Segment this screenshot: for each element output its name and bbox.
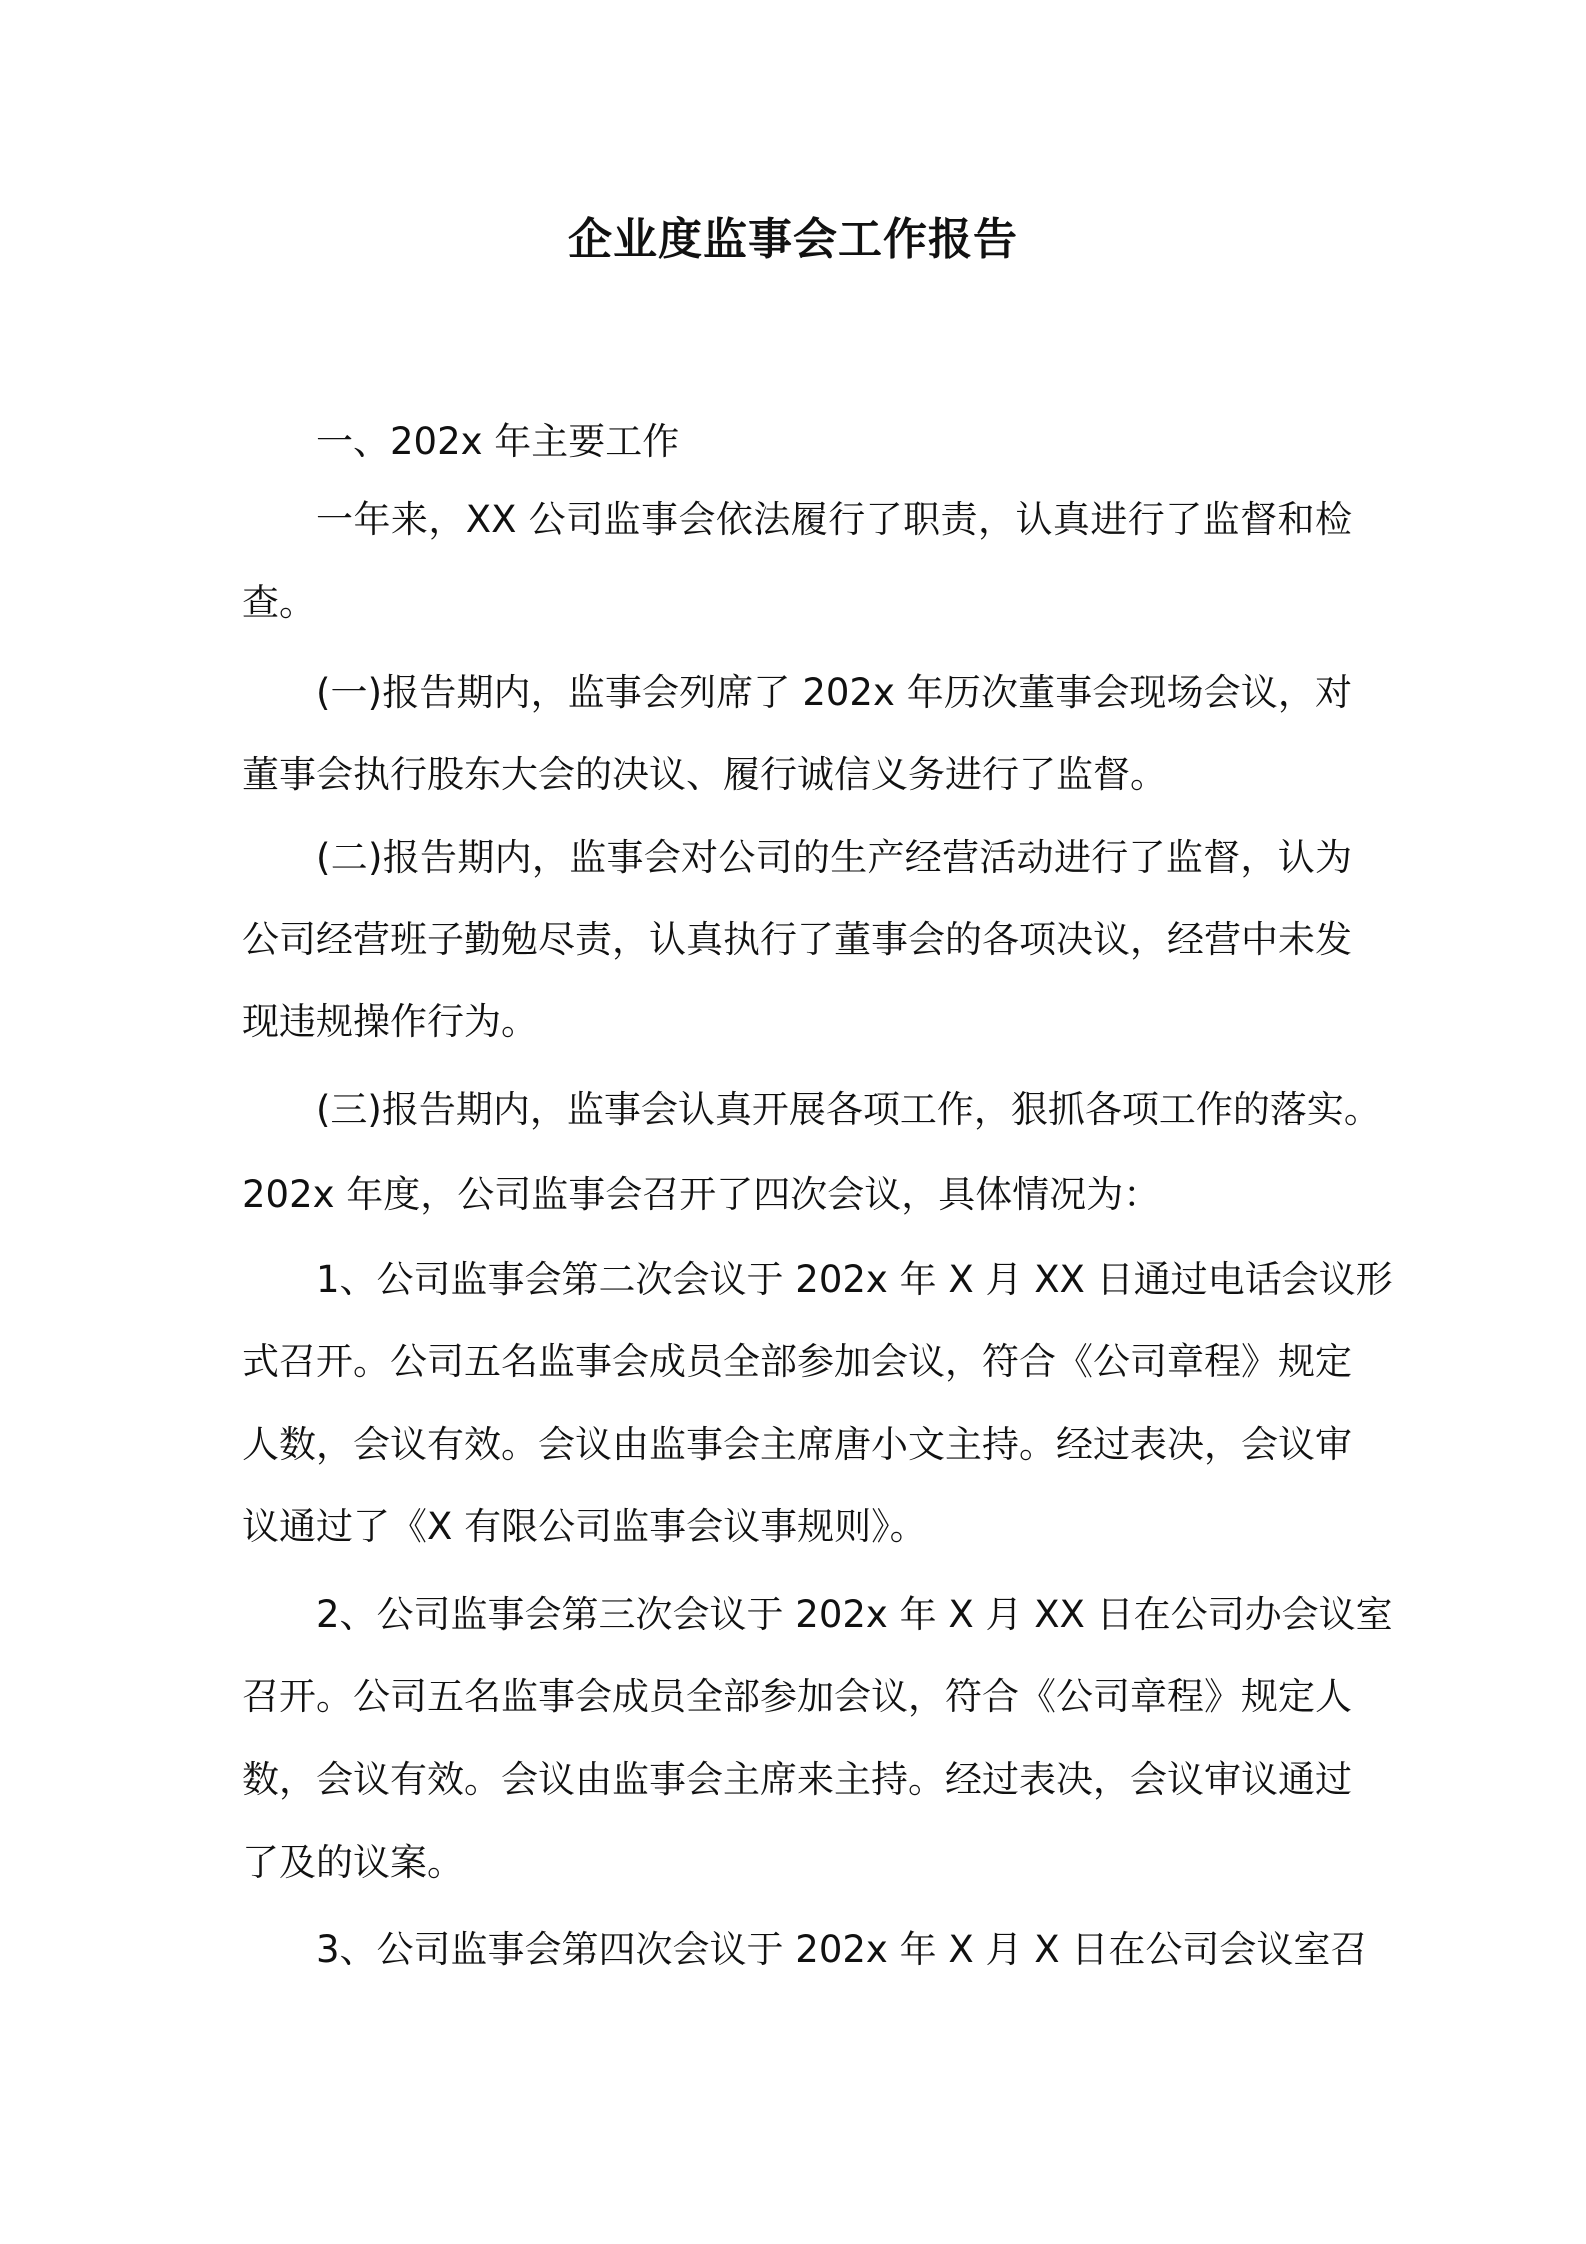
document-title: 企业度监事会工作报告 (568, 214, 1018, 265)
paragraph-line: 数，会议有效。会议由监事会主席来主持。经过表决，会议审议通过 (242, 1758, 1352, 1801)
paragraph-line: 3、公司监事会第四次会议于 202x 年 X 月 X 日在公司会议室召 (316, 1928, 1368, 1971)
paragraph-line: (二)报告期内，监事会对公司的生产经营活动进行了监督，认为 (316, 836, 1352, 879)
paragraph-line: 一年来，XX 公司监事会依法履行了职责，认真进行了监督和检 (316, 498, 1352, 541)
paragraph-line: 202x 年度，公司监事会召开了四次会议，具体情况为： (242, 1173, 1161, 1216)
paragraph-line: 董事会执行股东大会的决议、履行诚信义务进行了监督。 (242, 753, 1167, 796)
paragraph-line: (三)报告期内，监事会认真开展各项工作，狠抓各项工作的落实。 (316, 1088, 1381, 1131)
paragraph-line: 式召开。公司五名监事会成员全部参加会议，符合《公司章程》规定 (242, 1340, 1352, 1383)
section-heading: 一、202x 年主要工作 (316, 420, 680, 463)
paragraph-line: 人数，会议有效。会议由监事会主席唐小文主持。经过表决，会议审 (242, 1423, 1352, 1466)
paragraph-line: 议通过了《X 有限公司监事会议事规则》。 (242, 1505, 927, 1548)
paragraph-line: 召开。公司五名监事会成员全部参加会议，符合《公司章程》规定人 (242, 1675, 1352, 1718)
paragraph-line: 了及的议案。 (242, 1841, 464, 1884)
paragraph-line: 查。 (242, 581, 316, 624)
paragraph-line: 1、公司监事会第二次会议于 202x 年 X 月 XX 日通过电话会议形 (316, 1258, 1393, 1301)
paragraph-line: 2、公司监事会第三次会议于 202x 年 X 月 XX 日在公司办会议室 (316, 1593, 1393, 1636)
paragraph-line: 现违规操作行为。 (242, 1000, 538, 1043)
paragraph-line: 公司经营班子勤勉尽责，认真执行了董事会的各项决议，经营中未发 (242, 918, 1352, 961)
paragraph-line: (一)报告期内，监事会列席了 202x 年历次董事会现场会议，对 (316, 671, 1352, 714)
